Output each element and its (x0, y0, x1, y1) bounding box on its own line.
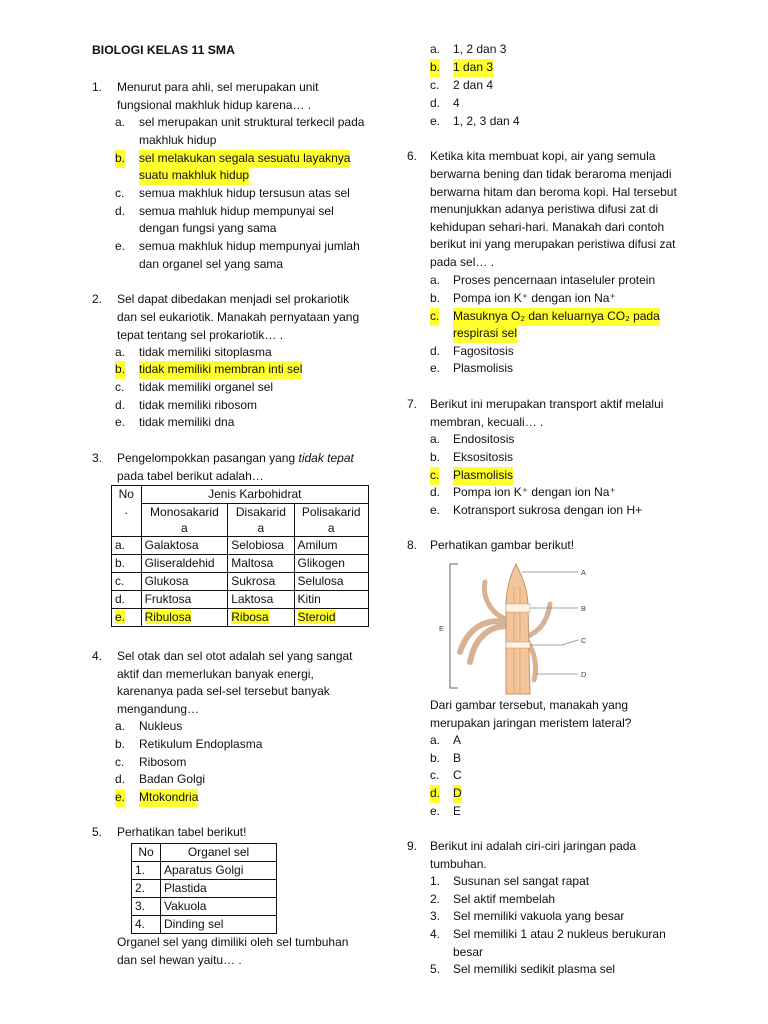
q1-text-line: Menurut para ahli, sel merupakan unit (117, 80, 319, 94)
q6-option-letter: a. (430, 273, 441, 287)
q6-option-text-answer: Masuknya O₂ dan keluarnya CO₂ pada (453, 308, 660, 326)
pointer-line-c (530, 640, 578, 645)
table-cell: Ribosa (228, 609, 294, 627)
q8-option-text: E (453, 804, 462, 818)
table-cell: 3. (132, 898, 161, 916)
table-cell: 1. (132, 862, 161, 880)
page-title: BIOLOGI KELAS 11 SMA (92, 43, 235, 57)
q1-option-text: dengan fungsi yang sama (139, 221, 277, 235)
q5-table-header: Organel sel (161, 844, 277, 862)
q3-table-group-header: Jenis Karbohidrat (141, 486, 368, 504)
q9-item-text: Sel memiliki 1 atau 2 nukleus berukuran (453, 927, 666, 941)
table-row (132, 898, 277, 916)
table-cell: Aparatus Golgi (161, 862, 277, 880)
q7-option-letter: b. (430, 450, 441, 464)
q8-number: 8. (407, 538, 418, 552)
q7-option-text: Pompa ion K⁺ dengan ion Na⁺ (453, 485, 616, 499)
figure-label-b: B (581, 604, 587, 613)
q6-text-line: berwarna hitam dan beroma kopi. Hal tersebut (430, 185, 677, 199)
q5-option-letter: c. (430, 78, 440, 92)
q6-text-line: kehidupan sehari-hari. Manakah dari contoh (430, 220, 665, 234)
figure-label-e: E (439, 624, 445, 633)
q8-text-line: Dari gambar tersebut, manakah yang (430, 698, 629, 712)
q9-number: 9. (407, 839, 418, 853)
q9-item-text: Susunan sel sangat rapat (453, 874, 590, 888)
lateral-root-right (528, 604, 550, 636)
q2-option-letter: a. (115, 345, 126, 359)
table-cell: Glukosa (141, 573, 228, 591)
q5-option-letter: e. (430, 114, 441, 128)
q2-text-line: tepat tentang sel prokariotik… . (117, 328, 284, 342)
q6-option-letter-answer: c. (430, 308, 439, 326)
q1-text-line: fungsional makhluk hidup karena… . (117, 98, 312, 112)
table-cell: Dinding sel (161, 916, 277, 934)
q5-option-text: 2 dan 4 (453, 78, 494, 92)
table-cell: Selobiosa (228, 537, 294, 555)
q8-option-letter: b. (430, 751, 441, 765)
table-cell: Fruktosa (141, 591, 228, 609)
q1-option-letter-answer: b. (115, 150, 125, 168)
q2-text-line: Sel dapat dibedakan menjadi sel prokariotik (117, 292, 350, 306)
table-cell: b. (112, 555, 142, 573)
q3-number: 3. (92, 451, 103, 465)
q4-text-line: Sel otak dan sel otot adalah sel yang sangat (117, 649, 353, 663)
table-cell: 2. (132, 880, 161, 898)
q8-text-line: merupakan jaringan meristem lateral? (430, 716, 632, 730)
q5-option-letter-answer: b. (430, 59, 440, 77)
q2-option-text: tidak memiliki dna (139, 415, 235, 429)
q6-text-line: Ketika kita membuat kopi, air yang semula (430, 149, 656, 163)
table-cell: Ribulosa (141, 609, 228, 627)
q1-option-letter: a. (115, 115, 126, 129)
q6-option-text: Pompa ion K⁺ dengan ion Na⁺ (453, 291, 616, 305)
q2-option-text: tidak memiliki organel sel (139, 380, 274, 394)
table-row (132, 862, 277, 880)
q5-option-text: 1, 2 dan 3 (453, 42, 507, 56)
lateral-root-left (460, 621, 508, 662)
q6-number: 6. (407, 149, 418, 163)
q2-text-line: dan sel eukariotik. Manakah pernyataan yang (117, 310, 360, 324)
q4-option-letter: d. (115, 772, 126, 786)
q8-option-letter-answer: d. (430, 785, 440, 803)
q2-option-letter-answer: b. (115, 361, 125, 379)
q7-option-letter-answer: c. (430, 467, 439, 485)
q2-option-letter: d. (115, 398, 126, 412)
table-row (132, 916, 277, 934)
table-cell: Laktosa (228, 591, 294, 609)
q6-text-line: berwarna bening dan tidak beraroma menjadi (430, 167, 672, 181)
q8-option-text: C (453, 768, 462, 782)
q1-option-letter: d. (115, 204, 126, 218)
q7-text-line: membran, kecuali… . (430, 415, 544, 429)
q5-text-line: dan sel hewan yaitu… . (117, 953, 242, 967)
figure-label-a: A (581, 568, 587, 577)
q5-option-text-answer: 1 dan 3 (453, 59, 493, 77)
q8-option-letter: e. (430, 804, 441, 818)
q3-emphasis: tidak tepat (298, 451, 354, 465)
root-band-c (506, 642, 530, 648)
q2-option-letter: c. (115, 380, 125, 394)
q2-option-text: tidak memiliki sitoplasma (139, 345, 272, 359)
table-cell: Glikogen (294, 555, 368, 573)
table-cell: Plastida (161, 880, 277, 898)
table-cell: Steroid (294, 609, 368, 627)
q5-option-text: 4 (453, 96, 460, 110)
figure-bracket-e (450, 564, 458, 688)
table-cell: Vakuola (161, 898, 277, 916)
q7-number: 7. (407, 397, 418, 411)
table-cell: Maltosa (228, 555, 294, 573)
q3-table-subheader: Disakarid a (228, 504, 294, 537)
q6-option-text: Proses pencernaan intaseluler protein (453, 273, 656, 287)
table-cell: d. (112, 591, 142, 609)
q9-item-number: 2. (430, 892, 441, 906)
q6-option-text-answer: respirasi sel (453, 325, 517, 343)
table-cell: a. (112, 537, 142, 555)
q1-number: 1. (92, 80, 103, 94)
table-cell: Sukrosa (228, 573, 294, 591)
q3-table-subheader: Monosakarid a (141, 504, 228, 537)
lateral-root-upper (484, 582, 508, 620)
q4-option-letter: c. (115, 755, 125, 769)
q1-option-letter: c. (115, 186, 125, 200)
q7-option-letter: e. (430, 503, 441, 517)
q3-text-line: pada tabel berikut adalah… (117, 469, 264, 483)
figure-label-d: D (581, 670, 587, 679)
q2-number: 2. (92, 292, 103, 306)
table-row (112, 573, 369, 591)
q1-option-text: dan organel sel yang sama (139, 257, 284, 271)
q7-option-text: Eksositosis (453, 450, 514, 464)
q9-item-number: 1. (430, 874, 441, 888)
q5-number: 5. (92, 825, 103, 839)
q9-item-number: 4. (430, 927, 441, 941)
q3-table-no-header: No . (112, 486, 142, 537)
q2-option-letter: e. (115, 415, 126, 429)
q6-option-letter: b. (430, 291, 441, 305)
q1-option-text: sel merupakan unit struktural terkecil pada (139, 115, 365, 129)
q7-option-letter: a. (430, 432, 441, 446)
figure-label-c: C (581, 636, 587, 645)
q4-option-text: Ribosom (139, 755, 187, 769)
table-cell: Gliseraldehid (141, 555, 228, 573)
q8-intro: Perhatikan gambar berikut! (430, 538, 575, 552)
q9-text-line: tumbuhan. (430, 857, 487, 871)
plant-root-figure (430, 556, 610, 696)
q5-table-header: No (132, 844, 161, 862)
q9-item-text: Sel memiliki sedikit plasma sel (453, 962, 616, 976)
q5-option-letter: d. (430, 96, 441, 110)
table-row-answer (112, 609, 369, 627)
q3-table-subheader: Polisakarid a (294, 504, 368, 537)
q4-number: 4. (92, 649, 103, 663)
q7-option-text: Kotransport sukrosa dengan ion H+ (453, 503, 643, 517)
q9-text-line: Berikut ini adalah ciri-ciri jaringan pada (430, 839, 637, 853)
q4-text-line: karenanya pada sel-sel tersebut banyak (117, 684, 330, 698)
q1-option-letter: e. (115, 239, 126, 253)
q4-text-line: aktif dan memerlukan banyak energi, (117, 667, 314, 681)
q1-option-text-answer: suatu makhluk hidup (139, 167, 249, 185)
q9-item-text: Sel aktif membelah (453, 892, 556, 906)
table-cell: Kitin (294, 591, 368, 609)
q6-option-letter: d. (430, 344, 441, 358)
q4-option-text: Badan Golgi (139, 772, 206, 786)
q6-option-text: Plasmolisis (453, 361, 514, 375)
main-root (506, 564, 530, 694)
q8-option-letter: c. (430, 768, 440, 782)
q7-text-line: Berikut ini merupakan transport aktif melalui (430, 397, 664, 411)
q4-option-letter-answer: e. (115, 789, 125, 807)
q1-option-text: makhluk hidup (139, 133, 217, 147)
q9-item-text: Sel memiliki vakuola yang besar (453, 909, 625, 923)
table-row (112, 555, 369, 573)
q6-option-letter: e. (430, 361, 441, 375)
q8-option-text: B (453, 751, 462, 765)
q5-text-line: Organel sel yang dimiliki oleh sel tumbuhan (117, 935, 349, 949)
q1-option-text-answer: sel melakukan segala sesuatu layaknya (139, 150, 350, 168)
q1-option-text: semua makhluk hidup mempunyai jumlah (139, 239, 360, 253)
q4-option-text: Retikulum Endoplasma (139, 737, 263, 751)
q8-option-text-answer: D (453, 785, 462, 803)
q5-table (131, 843, 277, 934)
q1-option-text: semua mahluk hidup mempunyai sel (139, 204, 334, 218)
table-cell: c. (112, 573, 142, 591)
table-cell: Amilum (294, 537, 368, 555)
q9-item-text: besar (453, 945, 484, 959)
q2-option-text: tidak memiliki ribosom (139, 398, 258, 412)
q9-item-number: 5. (430, 962, 441, 976)
q4-option-letter: b. (115, 737, 126, 751)
q6-text-line: berikut ini yang merupakan peristiwa difusi zat (430, 237, 676, 251)
table-row (112, 537, 369, 555)
table-cell: 4. (132, 916, 161, 934)
q4-option-text-answer: Mtokondria (139, 789, 198, 807)
q6-text-line: pada sel… . (430, 255, 495, 269)
q7-option-letter: d. (430, 485, 441, 499)
q8-option-text: A (453, 733, 462, 747)
table-cell: Galaktosa (141, 537, 228, 555)
q1-option-text: semua makhluk hidup tersusun atas sel (139, 186, 350, 200)
q6-option-text: Fagositosis (453, 344, 514, 358)
q5-intro: Perhatikan tabel berikut! (117, 825, 247, 839)
q9-item-number: 3. (430, 909, 441, 923)
q5-option-letter: a. (430, 42, 441, 56)
table-cell: Selulosa (294, 573, 368, 591)
q4-option-letter: a. (115, 719, 126, 733)
q7-option-text: Endositosis (453, 432, 515, 446)
root-band-b (506, 604, 530, 612)
q3-table (111, 485, 369, 627)
table-row (112, 591, 369, 609)
q7-option-text-answer: Plasmolisis (453, 467, 513, 485)
q2-option-text-answer: tidak memiliki membran inti sel (139, 361, 302, 379)
q4-text-line: mengandung… (117, 702, 200, 716)
q3-text-line: Pengelompokkan pasangan yang tidak tepat (117, 451, 354, 465)
q8-option-letter: a. (430, 733, 441, 747)
table-cell: e. (112, 609, 142, 627)
q5-option-text: 1, 2, 3 dan 4 (453, 114, 520, 128)
q6-text-line: menunjukkan adanya peristiwa difusi zat di (430, 202, 659, 216)
table-row (132, 880, 277, 898)
q4-option-text: Nukleus (139, 719, 183, 733)
